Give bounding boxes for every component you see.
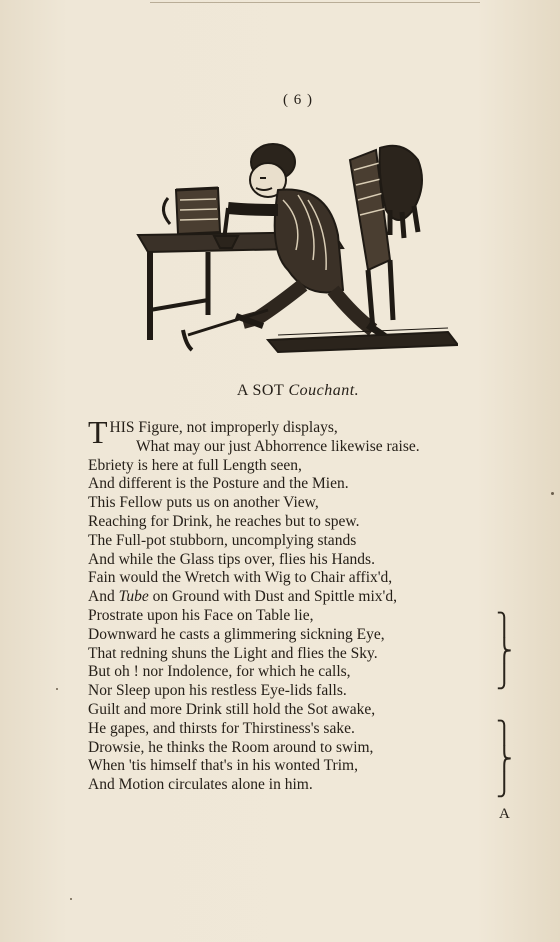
paper-speck bbox=[70, 898, 72, 900]
illustration-caption bbox=[0, 382, 560, 400]
drop-cap: T bbox=[88, 414, 108, 450]
caption-text: A SOT bbox=[236, 382, 284, 399]
caption-italic: Couchant. bbox=[288, 382, 360, 399]
verse-line: Guilt and more Drink still hold the Sot awake, bbox=[88, 700, 376, 718]
verse-line: When 'tis himself that's in his wonted Trim, bbox=[88, 757, 358, 775]
triplet-brace: ⎫ ⎬ ⎭ bbox=[496, 720, 513, 797]
verse-line: Nor Sleep upon his restless Eye-lids falls. bbox=[88, 682, 347, 700]
catchword: A bbox=[499, 806, 510, 822]
verse-line: The Full-pot stubborn, uncomplying stands bbox=[88, 531, 357, 549]
verse-line: This Fellow puts us on another View, bbox=[88, 494, 319, 512]
verse-line: Reaching for Drink, he reaches but to spew. bbox=[88, 512, 360, 530]
verse-line: And while the Glass tips over, flies his Hands. bbox=[88, 550, 375, 568]
verse-line: Prostrate upon his Face on Table lie, bbox=[88, 606, 314, 624]
verse-italic-tube: Tube bbox=[118, 588, 149, 606]
verse-line: But oh ! nor Indolence, for which he calls, bbox=[88, 663, 351, 681]
verse-block bbox=[88, 414, 420, 795]
verse-line: He gapes, and thirsts for Thirstiness's sake. bbox=[88, 719, 355, 737]
verse-line: Fain would the Wretch with Wig to Chair affix'd, bbox=[88, 569, 393, 587]
verse-line-1-text: HIS Figure, not improperly displays, bbox=[109, 419, 338, 436]
verse-line: Drowsie, he thinks the Room around to swim, bbox=[88, 738, 374, 756]
verse-line-tube bbox=[88, 588, 420, 607]
page-number: ( 6 ) bbox=[283, 92, 313, 108]
verse-line: What may our just Abhorrence likewise raise. bbox=[136, 437, 420, 455]
verse-line: Ebriety is here at full Length seen, bbox=[88, 456, 302, 474]
woodcut-illustration bbox=[128, 140, 458, 365]
verse-line: And different is the Posture and the Mien. bbox=[88, 475, 349, 493]
triplet-brace: ⎫ ⎬ ⎭ bbox=[496, 612, 513, 689]
verse-line: And Motion circulates alone in him. bbox=[88, 776, 313, 794]
paper-speck bbox=[56, 688, 58, 690]
verse-line: That redning shuns the Light and flies the Sky. bbox=[88, 644, 378, 662]
verse-line: Downward he casts a glimmering sickning Eye, bbox=[88, 625, 385, 643]
paper-speck bbox=[551, 492, 554, 495]
verse-line-rest: on Ground with Dust and Spittle mix'd, bbox=[152, 588, 397, 606]
top-rule bbox=[150, 2, 480, 3]
verse-word-and: And bbox=[88, 588, 115, 606]
